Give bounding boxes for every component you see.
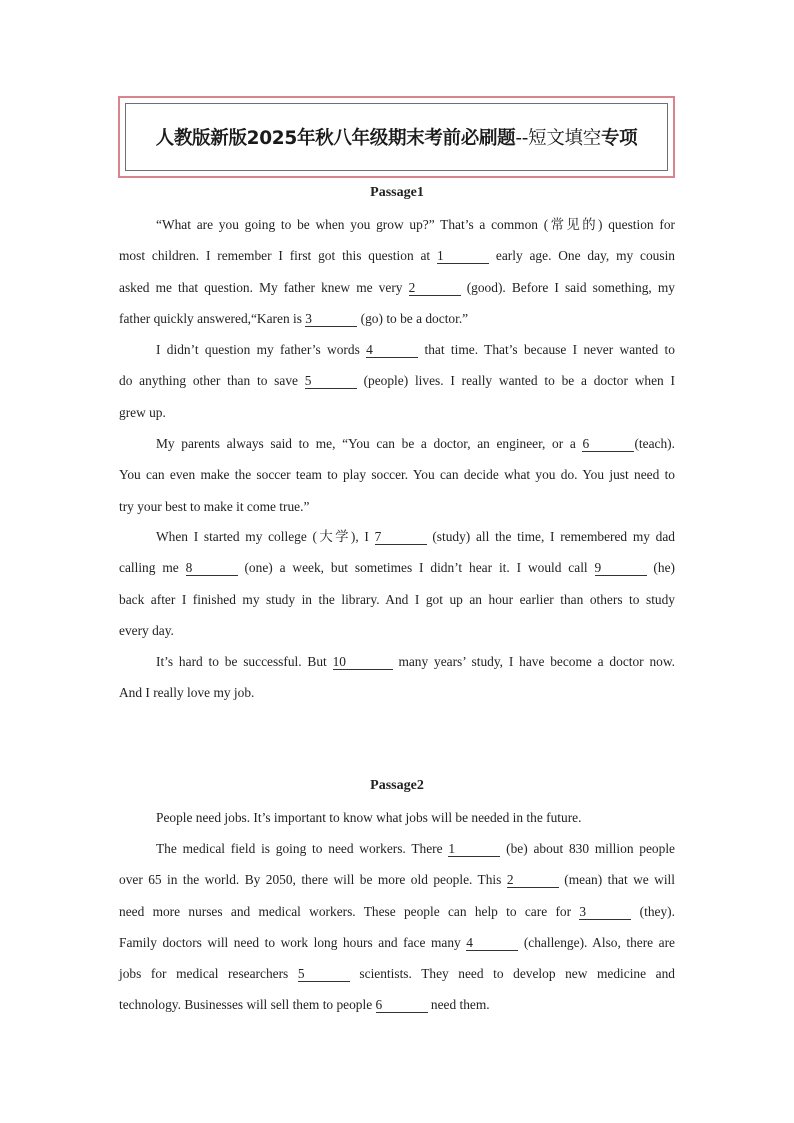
text-line: And I really love my job. xyxy=(119,685,255,701)
text-line: The medical field is going to need workers. There xyxy=(156,841,443,856)
title-suffix: 专项 xyxy=(600,128,638,149)
passage1-paragraph-3 xyxy=(119,428,675,522)
blank-p2-1[interactable]: 1 xyxy=(448,841,500,857)
text-line: Family doctors will need to work long hours and face many xyxy=(119,934,461,950)
text-line: most children. I remember I first got this question at xyxy=(119,248,431,264)
passage1-paragraph-4 xyxy=(119,521,675,646)
text-line: many years’ study, I have become a doctor now. xyxy=(398,654,675,669)
text-line: that time. That’s because I never wanted to xyxy=(424,342,675,357)
blank-3[interactable]: 3 xyxy=(305,311,357,327)
passage2-heading: Passage2 xyxy=(370,778,424,793)
blank-9[interactable]: 9 xyxy=(595,560,647,576)
blank-p2-2[interactable]: 2 xyxy=(507,872,559,888)
blank-p2-4[interactable]: 4 xyxy=(466,935,518,951)
text-line: calling me xyxy=(119,560,179,576)
blank-2[interactable]: 2 xyxy=(409,280,461,296)
text-line: (go) to be a doctor.” xyxy=(360,310,469,326)
text-line: do anything other than to save xyxy=(119,373,298,389)
passage1-paragraph-5 xyxy=(119,646,675,709)
text-line: grew up. xyxy=(119,404,166,420)
text-line: back after I finished my study in the library. And I got up an hour earlier than others to study xyxy=(119,591,675,607)
title-separator: -- xyxy=(515,128,529,149)
text-line: (he) xyxy=(653,560,675,576)
title-main: 人教版新版2025年秋八年级期末考前必刷题 xyxy=(155,128,516,149)
text-line: scientists. They need to develop new medicine and xyxy=(359,966,675,982)
passage1-paragraph-2 xyxy=(119,334,675,428)
blank-4[interactable]: 4 xyxy=(366,342,418,358)
passage1-paragraph-1 xyxy=(119,209,675,334)
passage2-paragraph-1 xyxy=(119,802,675,833)
blank-5[interactable]: 5 xyxy=(305,373,357,389)
text-line: When I started my college (大学), I xyxy=(156,529,369,544)
text-line: every day. xyxy=(119,622,174,638)
text-line: (people) lives. I really wanted to be a doctor when I xyxy=(363,373,675,389)
text-line: (study) all the time, I remembered my dad xyxy=(432,529,675,544)
text-line: People need jobs. It’s important to know what jobs will be needed in the future. xyxy=(156,810,582,825)
text-line: (teach). xyxy=(634,436,675,451)
text-line: (one) a week, but sometimes I didn’t hear it. I would call xyxy=(244,560,588,576)
text-line: need them. xyxy=(430,997,490,1013)
blank-p2-3[interactable]: 3 xyxy=(579,904,631,920)
text-line: I didn’t question my father’s words xyxy=(156,342,360,357)
passage2-paragraph-2 xyxy=(119,833,675,1021)
title-topic: 短文填空 xyxy=(528,128,601,149)
text-line: technology. Businesses will sell them to people xyxy=(119,997,373,1013)
text-line: My parents always said to me, “You can be a doctor, an engineer, or a xyxy=(156,436,576,451)
blank-10[interactable]: 10 xyxy=(333,654,393,670)
text-line: father quickly answered,“Karen is xyxy=(119,310,302,326)
text-line: jobs for medical researchers xyxy=(119,966,289,982)
text-line: (good). Before I said something, my xyxy=(466,279,675,295)
title-inner-frame xyxy=(125,103,668,171)
text-line: over 65 in the world. By 2050, there will be more old people. This xyxy=(119,872,502,888)
text-line: It’s hard to be successful. But xyxy=(156,654,327,669)
text-line: try your best to make it come true.” xyxy=(119,498,310,514)
blank-p2-6[interactable]: 6 xyxy=(376,997,428,1013)
text-line: You can even make the soccer team to play soccer. You can decide what you do. You just need to xyxy=(119,467,675,483)
text-line: early age. One day, my cousin xyxy=(495,248,675,264)
text-line: (they). xyxy=(639,903,675,919)
text-line: (be) about 830 million people xyxy=(506,841,675,856)
text-line: “What are you going to be when you grow up?” That’s a common (常见的) question for xyxy=(156,217,675,232)
passage1-heading: Passage1 xyxy=(370,185,424,200)
blank-6[interactable]: 6 xyxy=(582,436,634,452)
text-line: (mean) that we will xyxy=(564,872,675,888)
title-frame xyxy=(118,96,675,178)
blank-8[interactable]: 8 xyxy=(186,560,238,576)
blank-7[interactable]: 7 xyxy=(375,529,427,545)
blank-p2-5[interactable]: 5 xyxy=(298,966,350,982)
text-line: (challenge). Also, there are xyxy=(523,934,676,950)
document-title xyxy=(156,124,638,150)
text-line: asked me that question. My father knew me very xyxy=(119,279,403,295)
text-line: need more nurses and medical workers. These people can help to care for xyxy=(119,903,572,919)
blank-1[interactable]: 1 xyxy=(437,248,489,264)
